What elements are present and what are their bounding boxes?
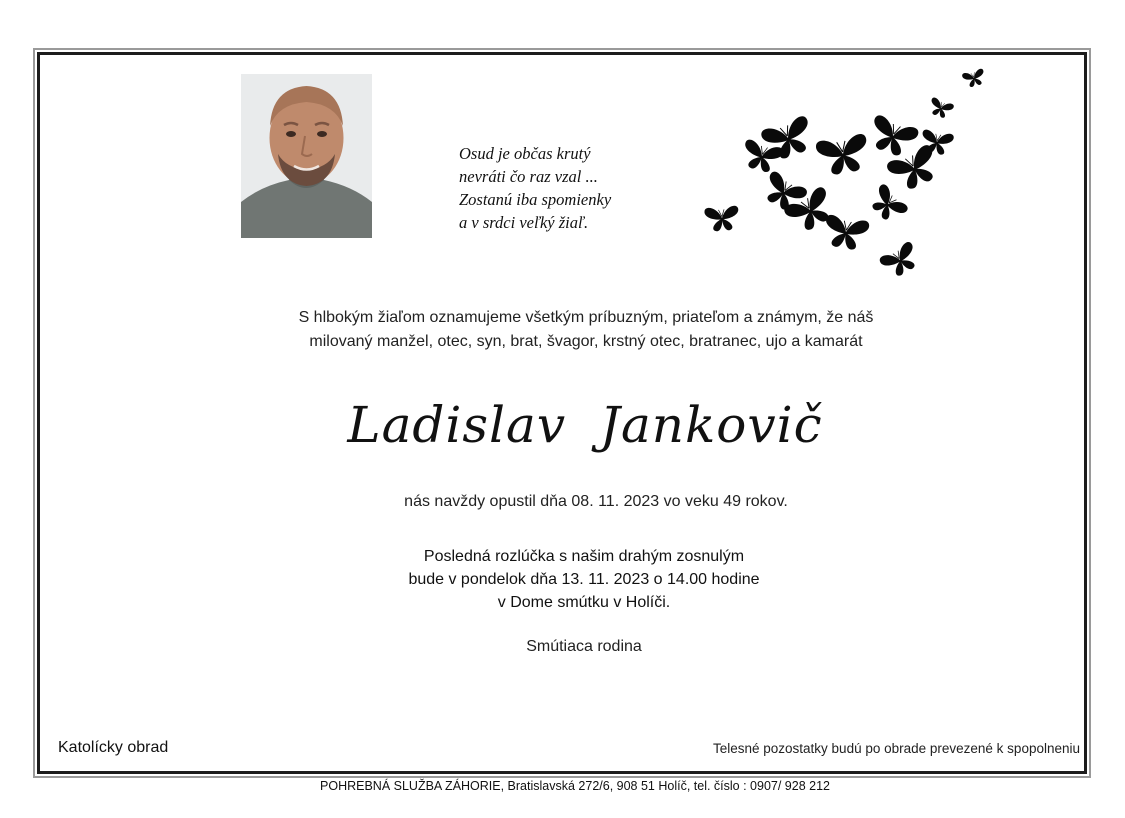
death-notice: nás navždy opustil dňa 08. 11. 2023 vo veku 49 rokov. [404, 493, 788, 510]
rite-label: Katolícky obrad [58, 739, 169, 756]
farewell-line: bude v pondelok dňa 13. 11. 2023 o 14.00 hodine [408, 571, 760, 588]
poem-verse [459, 142, 719, 234]
poem-line: Osud je občas krutý [459, 144, 591, 163]
farewell-line: v Dome smútku v Holíči. [497, 594, 671, 611]
portrait-photo [241, 74, 372, 238]
announcement-line: S hlbokým žiaľom oznamujeme všetkým príbuzným, priateľom a známym, že náš [298, 309, 874, 326]
butterflies-icon [700, 64, 1000, 284]
farewell-line: Posledná rozlúčka s našim drahým zosnulým [423, 548, 745, 565]
poem-line: nevráti čo raz vzal ... [459, 167, 598, 186]
farewell-info [190, 545, 978, 614]
funeral-service-footer: POHREBNÁ SLUŽBA ZÁHORIE, Bratislavská 272/6, 908 51 Holíč, tel. číslo : 0907/ 928 212 [320, 779, 830, 793]
poem-line: Zostanú iba spomienky [459, 190, 612, 209]
poem-line: a v srdci veľký žiaľ. [459, 213, 589, 232]
announcement-line: milovaný manžel, otec, syn, brat, švagor, krstný otec, bratranec, ujo a kamarát [309, 333, 863, 350]
deceased-name: Ladislav Jankovič [347, 396, 823, 454]
family-signature: Smútiaca rodina [526, 638, 642, 655]
remains-note: Telesné pozostatky budú po obrade prevezené k spopolneniu [712, 741, 1080, 756]
announcement-text [180, 306, 992, 354]
